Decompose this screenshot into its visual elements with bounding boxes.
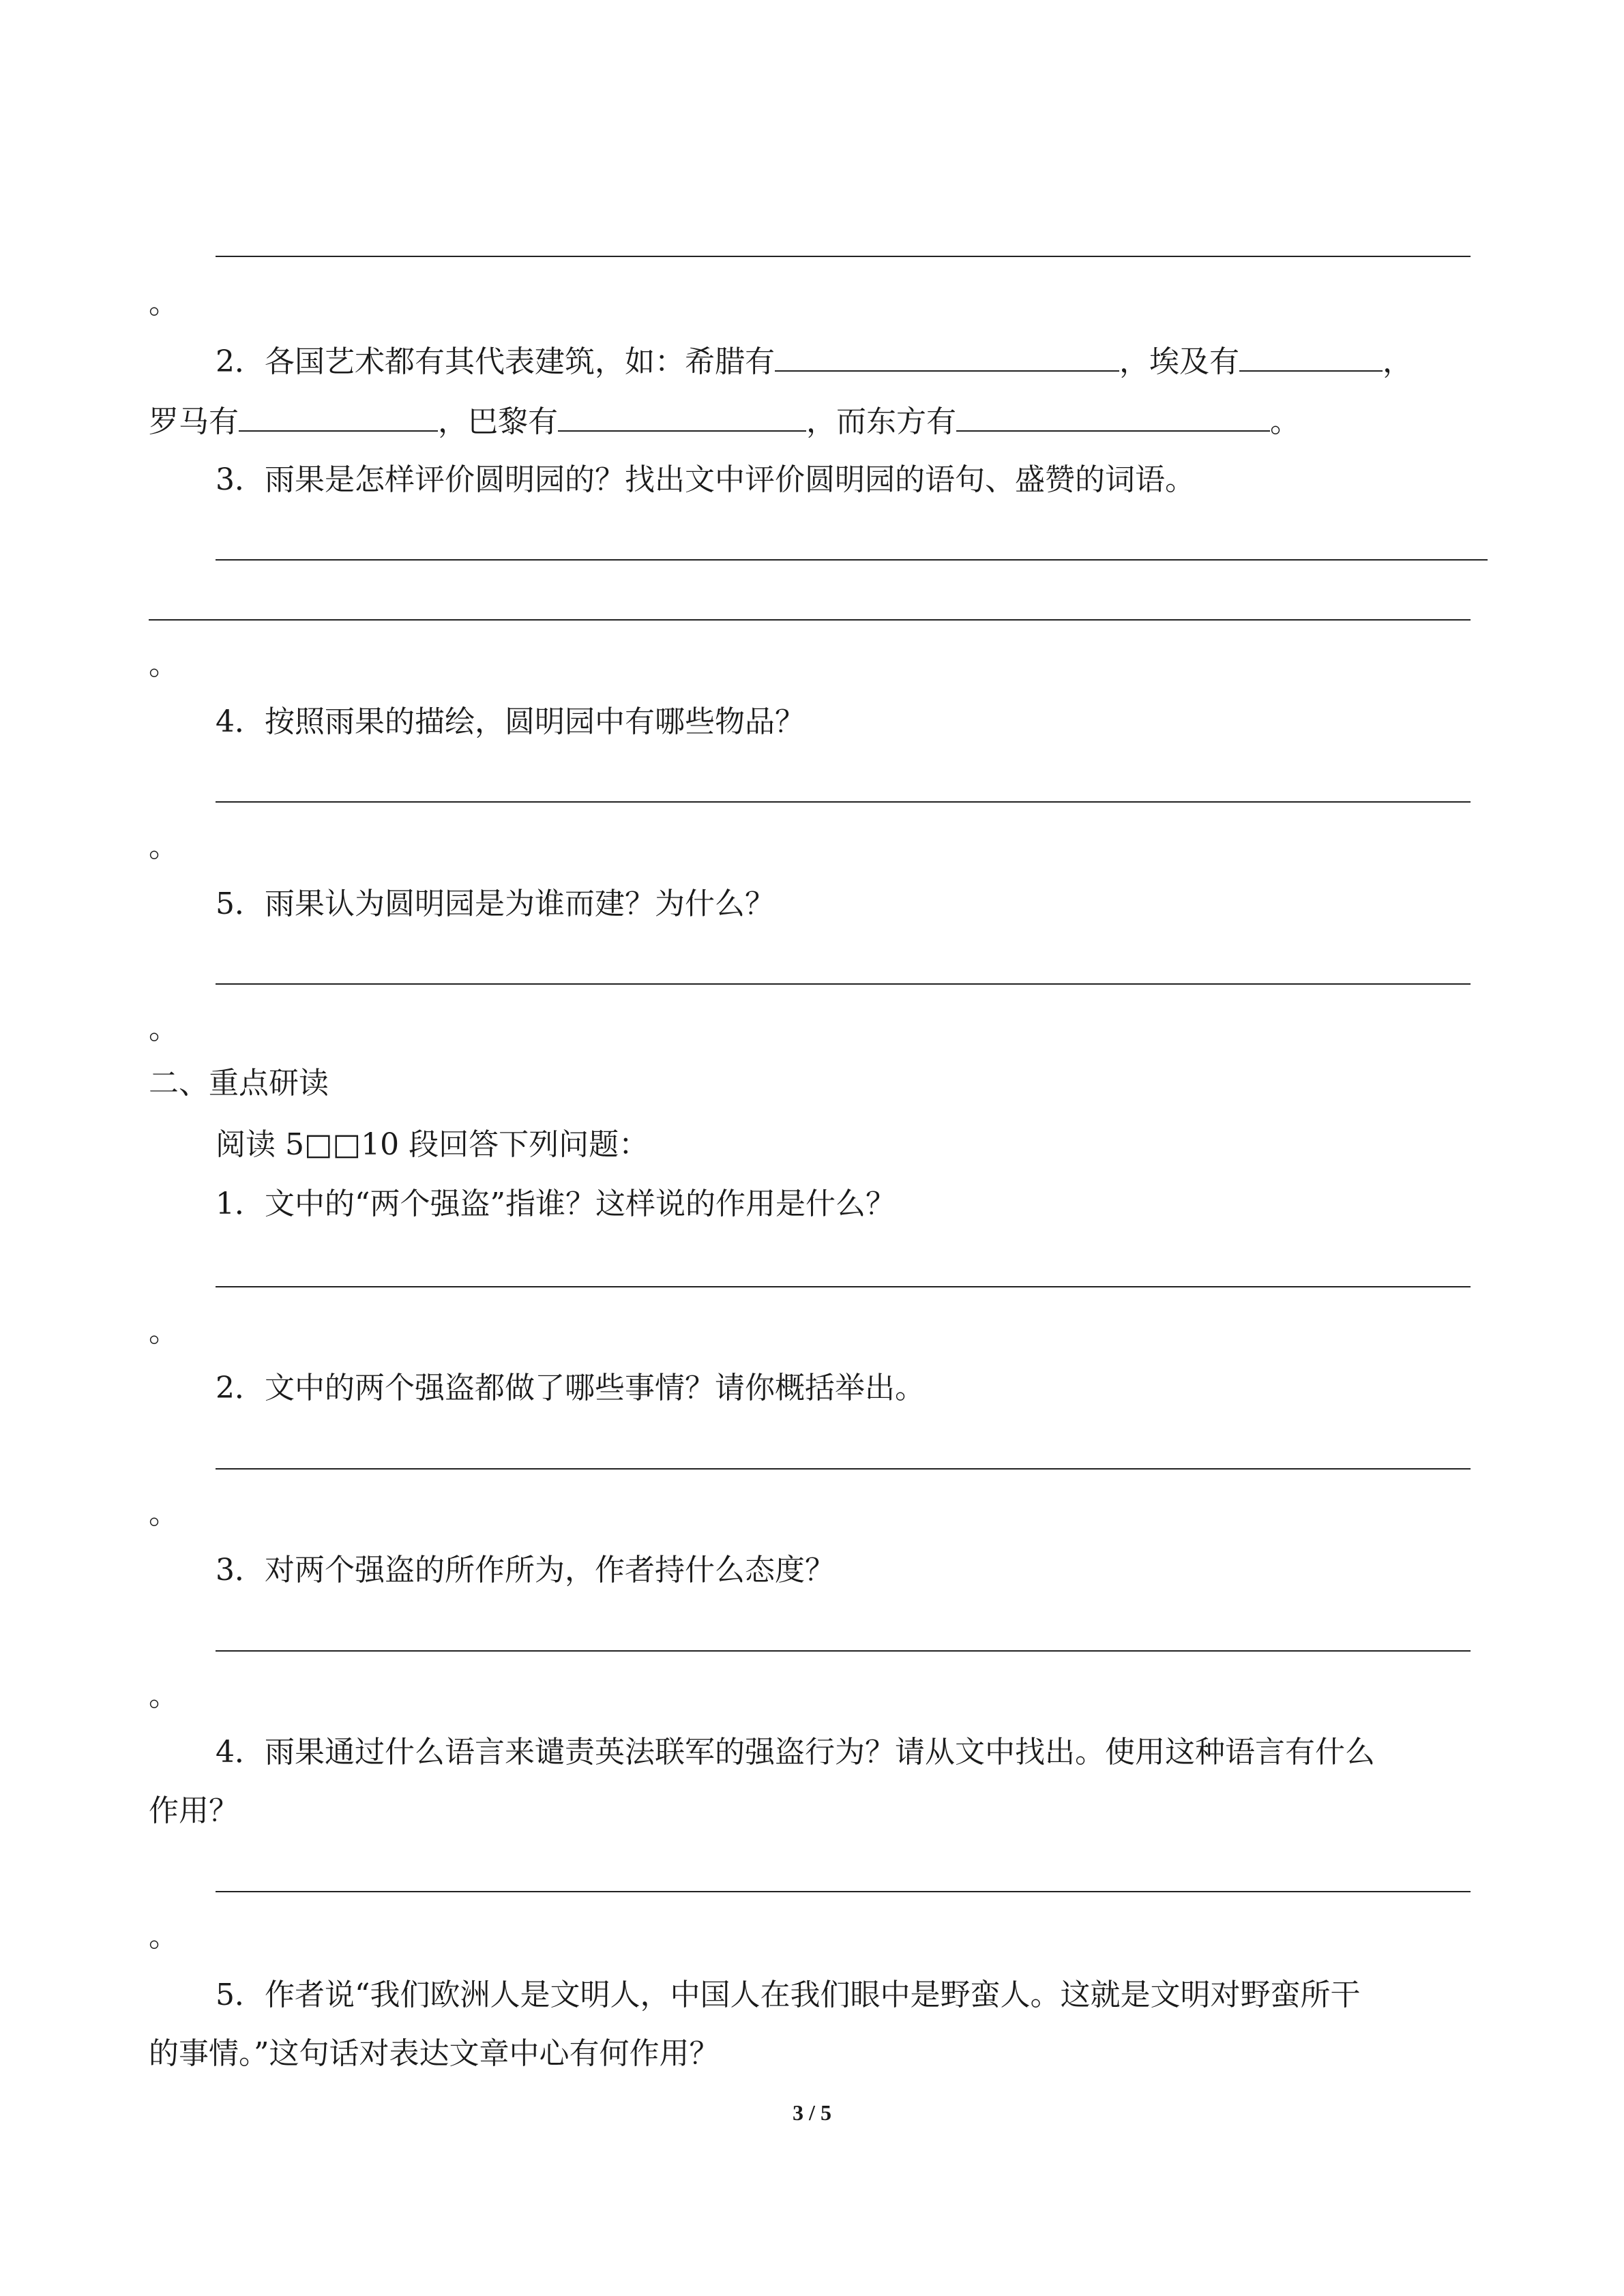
question-p2-2: 2．文中的两个强盗都做了哪些事情？请你概括举出。 <box>216 1371 925 1405</box>
fill-blank-egypt[interactable] <box>1239 339 1383 372</box>
question-text: 罗马有 <box>149 404 239 439</box>
question-text: ，埃及有 <box>1119 344 1239 379</box>
answer-line[interactable] <box>216 1891 1471 1892</box>
fill-blank-east[interactable] <box>956 399 1270 432</box>
end-mark: 。 <box>149 647 179 682</box>
answer-line[interactable] <box>216 1286 1471 1287</box>
question-p1-2-line2 <box>149 399 1300 442</box>
fill-blank-greece[interactable] <box>775 339 1119 372</box>
end-mark: 。 <box>149 1011 179 1046</box>
question-p1-3: 3．雨果是怎样评价圆明园的？找出文中评价圆明园的语句、盛赞的词语。 <box>216 462 1195 497</box>
answer-line[interactable] <box>216 256 1471 257</box>
question-text: ， <box>1383 344 1413 379</box>
question-text: 2．各国艺术都有其代表建筑，如：希腊有 <box>216 344 775 379</box>
question-p2-4-line1: 4．雨果通过什么语言来谴责英法联军的强盗行为？请从文中找出。使用这种语言有什么 <box>216 1735 1375 1770</box>
end-mark: 。 <box>149 1496 179 1531</box>
fill-blank-paris[interactable] <box>558 399 806 432</box>
instruction: 阅读 5□□10 段回答下列问题： <box>216 1127 649 1162</box>
end-mark: 。 <box>149 1919 179 1954</box>
end-mark: 。 <box>149 286 179 320</box>
end-mark: 。 <box>149 1678 179 1713</box>
question-p1-2-line1 <box>216 339 1413 382</box>
question-p2-5-line1: 5．作者说“我们欧洲人是文明人，中国人在我们眼中是野蛮人。这就是文明对野蛮所干 <box>216 1978 1361 2012</box>
question-text: ，巴黎有 <box>438 404 558 439</box>
question-p1-4: 4．按照雨果的描绘，圆明园中有哪些物品？ <box>216 704 805 739</box>
question-p2-3: 3．对两个强盗的所作所为，作者持什么态度？ <box>216 1553 835 1587</box>
end-mark: 。 <box>149 829 179 864</box>
question-p1-5: 5．雨果认为圆明园是为谁而建？为什么？ <box>216 886 775 921</box>
end-mark: 。 <box>149 1314 179 1349</box>
page-number: 3 / 5 <box>793 2100 831 2125</box>
answer-line[interactable] <box>216 801 1471 803</box>
question-p2-1: 1．文中的“两个强盗”指谁？这样说的作用是什么？ <box>216 1187 896 1221</box>
section-heading: 二、重点研读 <box>149 1066 329 1101</box>
answer-line[interactable] <box>216 983 1471 985</box>
fill-blank-rome[interactable] <box>239 399 438 432</box>
question-text: ，而东方有 <box>806 404 956 439</box>
answer-line[interactable] <box>216 559 1488 561</box>
question-p2-5-line2: 的事情。”这句话对表达文章中心有何作用？ <box>149 2036 720 2071</box>
answer-line[interactable] <box>216 1468 1471 1470</box>
question-text: 。 <box>1270 404 1300 439</box>
question-p2-4-line2: 作用？ <box>149 1793 239 1828</box>
answer-line[interactable] <box>216 1650 1471 1652</box>
answer-line[interactable] <box>149 619 1471 621</box>
